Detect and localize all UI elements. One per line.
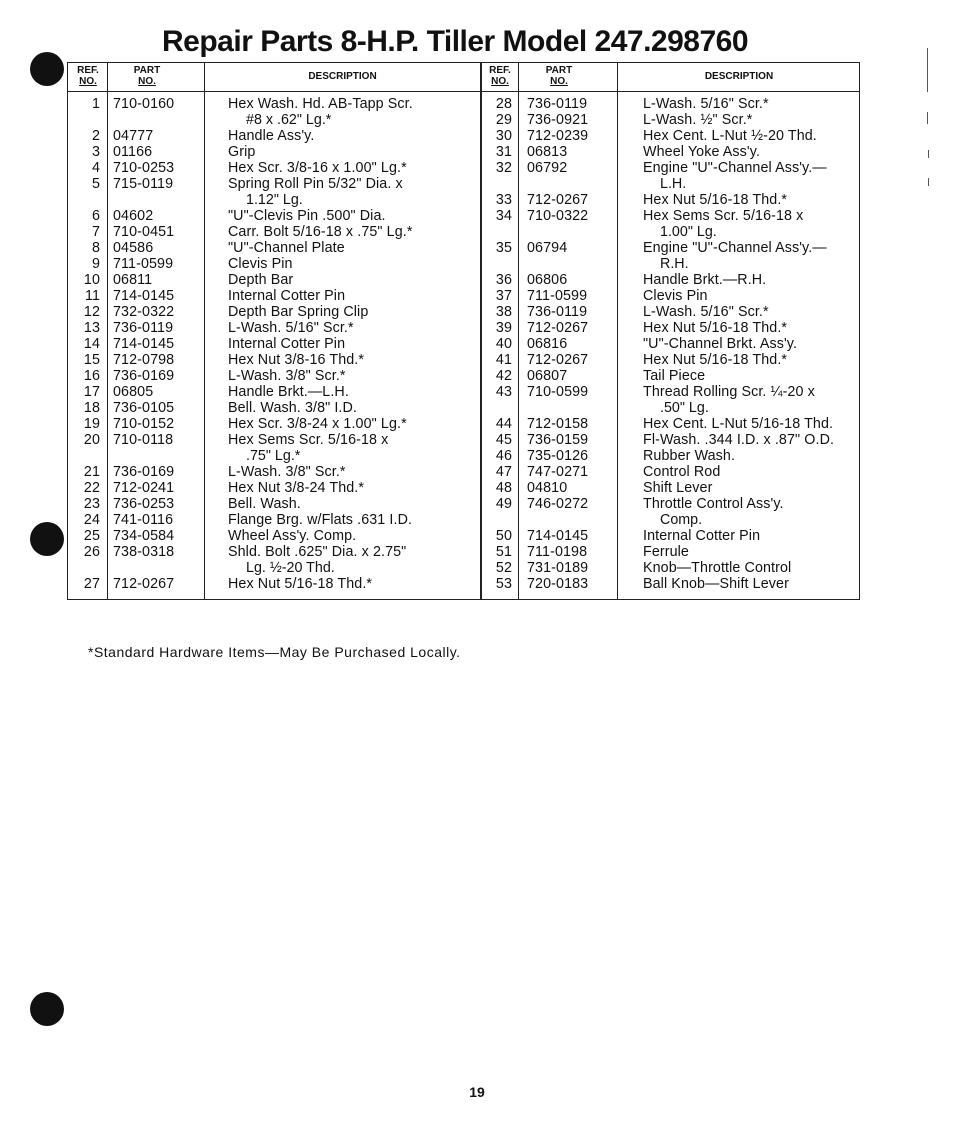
part-description-continued: .75" Lg.* [246,448,301,464]
ref-number: 52 [495,560,512,576]
ref-number: 10 [83,272,100,288]
ref-number: 27 [83,576,100,592]
column-divider [617,63,618,599]
part-number: 736-0105 [113,400,175,416]
part-description: Hex Nut 3/8-24 Thd.* [228,480,365,496]
header-divider [68,91,859,92]
ref-number: 25 [83,528,100,544]
part-number: 06816 [527,336,568,352]
part-number: 734-0584 [113,528,175,544]
binding-mark [927,48,928,92]
part-description: Internal Cotter Pin [228,288,346,304]
part-number: 04602 [113,208,154,224]
part-number: 710-0451 [113,224,175,240]
part-number: 711-0599 [113,256,174,272]
ref-number: 29 [495,112,512,128]
binding-mark [927,112,928,124]
part-description: Shift Lever [643,480,713,496]
parts-table [67,62,860,600]
part-number: 714-0145 [113,288,175,304]
part-description: Hex Scr. 3/8-24 x 1.00" Lg.* [228,416,407,432]
part-number: 714-0145 [527,528,589,544]
part-description: Depth Bar Spring Clip [228,304,369,320]
ref-number: 22 [83,480,100,496]
part-number: 736-0169 [113,368,175,384]
header-description: DESCRIPTION [704,71,774,82]
ref-number: 19 [83,416,100,432]
part-number: 710-0118 [113,432,174,448]
ref-number: 26 [83,544,100,560]
part-description-continued: 1.12" Lg. [246,192,303,208]
part-description-continued: Lg. ½-20 Thd. [246,560,335,576]
ref-number: 38 [495,304,512,320]
part-description: Hex Nut 5/16-18 Thd.* [643,352,788,368]
part-number: 736-0119 [527,96,588,112]
ref-number: 5 [91,176,100,192]
ref-number: 44 [495,416,512,432]
part-description: Clevis Pin [228,256,293,272]
ref-number: 42 [495,368,512,384]
part-number: 736-0119 [527,304,588,320]
part-description-continued: 1.00" Lg. [660,224,717,240]
header-part [519,65,599,87]
part-description: L-Wash. 5/16" Scr.* [228,320,354,336]
part-description: Depth Bar [228,272,294,288]
part-description: L-Wash. 5/16" Scr.* [643,304,769,320]
ref-number: 16 [83,368,100,384]
part-description-continued: L.H. [660,176,687,192]
part-description: Internal Cotter Pin [228,336,346,352]
part-description: Fl-Wash. .344 I.D. x .87" O.D. [643,432,835,448]
column-divider [204,63,205,599]
ref-number: 2 [91,128,100,144]
part-description: Tail Piece [643,368,706,384]
part-description: Knob—Throttle Control [643,560,792,576]
ref-number: 43 [495,384,512,400]
part-description: Rubber Wash. [643,448,736,464]
ref-number: 14 [83,336,100,352]
ref-number: 48 [495,480,512,496]
ref-number: 11 [84,288,100,304]
part-number: 06806 [527,272,568,288]
part-description: Internal Cotter Pin [643,528,761,544]
header-ref-line2: NO. [79,76,97,87]
part-description: Handle Brkt.—R.H. [643,272,767,288]
header-part-line1: PART [133,65,161,76]
ref-number: 20 [83,432,100,448]
part-description: Clevis Pin [643,288,708,304]
part-description: "U"-Channel Plate [228,240,345,256]
part-number: 06805 [113,384,154,400]
ref-number: 41 [495,352,512,368]
part-number: 712-0267 [527,320,589,336]
part-number: 712-0158 [527,416,589,432]
ref-number: 23 [83,496,100,512]
part-description: Ball Knob—Shift Lever [643,576,789,592]
part-description: L-Wash. 3/8" Scr.* [228,368,346,384]
ref-number: 3 [91,144,100,160]
part-description: Wheel Yoke Ass'y. [643,144,761,160]
ref-number: 35 [495,240,512,256]
ref-number: 36 [495,272,512,288]
part-number: 732-0322 [113,304,175,320]
ref-number: 21 [83,464,100,480]
ref-number: 47 [495,464,512,480]
part-number: 712-0798 [113,352,175,368]
part-description: "U"-Channel Brkt. Ass'y. [643,336,798,352]
part-description: Hex Nut 5/16-18 Thd.* [643,192,788,208]
ref-number: 45 [495,432,512,448]
part-number: 712-0267 [527,192,589,208]
header-ref-line1: REF. [489,65,511,76]
part-description: Wheel Ass'y. Comp. [228,528,357,544]
part-description: Carr. Bolt 5/16-18 x .75" Lg.* [228,224,413,240]
part-number: 746-0272 [527,496,589,512]
part-description: Engine "U"-Channel Ass'y.— [643,160,827,176]
ref-number: 28 [495,96,512,112]
footnote: *Standard Hardware Items—May Be Purchased Locally. [88,644,461,660]
part-number: 738-0318 [113,544,175,560]
ref-number: 50 [495,528,512,544]
ref-number: 17 [83,384,100,400]
part-description: Throttle Control Ass'y. [643,496,784,512]
part-description: Bell. Wash. [228,496,301,512]
page-number: 19 [469,1084,485,1100]
part-description-continued: #8 x .62" Lg.* [246,112,332,128]
part-description: Bell. Wash. 3/8" I.D. [228,400,358,416]
ref-number: 49 [495,496,512,512]
part-number: 712-0267 [113,576,175,592]
page-title: Repair Parts 8-H.P. Tiller Model 247.298760 [162,25,749,58]
header-part-line2: NO. [550,76,568,87]
part-description: Hex Scr. 3/8-16 x 1.00" Lg.* [228,160,407,176]
ref-number: 34 [495,208,512,224]
part-number: 736-0169 [113,464,175,480]
part-description: Ferrule [643,544,689,560]
part-description: Thread Rolling Scr. ¼-20 x [643,384,815,400]
binder-hole-middle [30,522,64,556]
ref-number: 32 [495,160,512,176]
header-description: DESCRIPTION [308,71,377,82]
ref-number: 8 [91,240,100,256]
ref-number: 15 [83,352,100,368]
part-number: 736-0253 [113,496,175,512]
ref-number: 9 [91,256,100,272]
part-description: L-Wash. 3/8" Scr.* [228,464,346,480]
part-number: 710-0253 [113,160,175,176]
binding-mark [928,178,929,186]
ref-number: 30 [495,128,512,144]
part-number: 04777 [113,128,154,144]
ref-number: 39 [495,320,512,336]
part-number: 747-0271 [527,464,589,480]
ref-number: 18 [83,400,100,416]
part-number: 736-0921 [527,112,589,128]
part-number: 736-0159 [527,432,589,448]
part-number: 710-0599 [527,384,589,400]
ref-number: 53 [495,576,512,592]
ref-number: 33 [495,192,512,208]
binding-mark [928,150,929,158]
part-number: 06807 [527,368,568,384]
part-number: 01166 [113,144,153,160]
ref-number: 7 [91,224,100,240]
binder-hole-top [30,52,64,86]
header-ref [482,65,518,87]
part-description: Spring Roll Pin 5/32" Dia. x [228,176,403,192]
part-description: Hex Sems Scr. 5/16-18 x [643,208,804,224]
header-part-line1: PART [545,65,573,76]
part-number: 06794 [527,240,568,256]
header-ref-line1: REF. [77,65,99,76]
part-number: 04586 [113,240,154,256]
ref-number: 24 [83,512,100,528]
header-part [108,65,186,87]
part-number: 735-0126 [527,448,589,464]
part-number: 06811 [113,272,153,288]
ref-number: 51 [495,544,512,560]
part-number: 715-0119 [113,176,174,192]
part-description-continued: R.H. [660,256,689,272]
part-number: 06792 [527,160,568,176]
part-description: Hex Nut 5/16-18 Thd.* [228,576,373,592]
part-number: 712-0239 [527,128,589,144]
part-number: 712-0241 [113,480,175,496]
part-description: Flange Brg. w/Flats .631 I.D. [228,512,413,528]
part-description: Hex Nut 3/8-16 Thd.* [228,352,365,368]
ref-number: 46 [495,448,512,464]
ref-number: 40 [495,336,512,352]
header-ref [69,65,107,87]
part-description-continued: .50" Lg. [660,400,709,416]
part-description-continued: Comp. [660,512,703,528]
part-number: 04810 [527,480,568,496]
part-description: Shld. Bolt .625" Dia. x 2.75" [228,544,407,560]
part-description: Handle Ass'y. [228,128,315,144]
binder-hole-bottom [30,992,64,1026]
ref-number: 13 [83,320,100,336]
ref-number: 1 [91,96,100,112]
column-divider [518,63,519,599]
part-description: Grip [228,144,256,160]
part-description: L-Wash. 5/16" Scr.* [643,96,769,112]
part-description: L-Wash. ½" Scr.* [643,112,753,128]
part-description: Hex Sems Scr. 5/16-18 x [228,432,389,448]
part-description: Control Rod [643,464,721,480]
part-number: 712-0267 [527,352,589,368]
part-number: 711-0599 [527,288,588,304]
part-number: 741-0116 [113,512,174,528]
part-number: 711-0198 [527,544,588,560]
column-divider [107,63,108,599]
part-description: Hex Cent. L-Nut 5/16-18 Thd. [643,416,834,432]
part-description: Hex Wash. Hd. AB-Tapp Scr. [228,96,413,112]
part-number: 736-0119 [113,320,174,336]
ref-number: 31 [495,144,512,160]
header-part-line2: NO. [138,76,156,87]
part-number: 710-0160 [113,96,175,112]
ref-number: 6 [91,208,100,224]
ref-number: 37 [495,288,512,304]
ref-number: 4 [91,160,100,176]
part-description: Hex Nut 5/16-18 Thd.* [643,320,788,336]
ref-number: 12 [83,304,100,320]
part-number: 06813 [527,144,568,160]
part-description: Hex Cent. L-Nut ½-20 Thd. [643,128,817,144]
part-description: Engine "U"-Channel Ass'y.— [643,240,827,256]
header-ref-line2: NO. [491,76,509,87]
part-description: Handle Brkt.—L.H. [228,384,349,400]
part-number: 731-0189 [527,560,589,576]
part-number: 720-0183 [527,576,589,592]
part-number: 710-0152 [113,416,175,432]
part-number: 714-0145 [113,336,175,352]
part-number: 710-0322 [527,208,589,224]
part-description: "U"-Clevis Pin .500" Dia. [228,208,386,224]
